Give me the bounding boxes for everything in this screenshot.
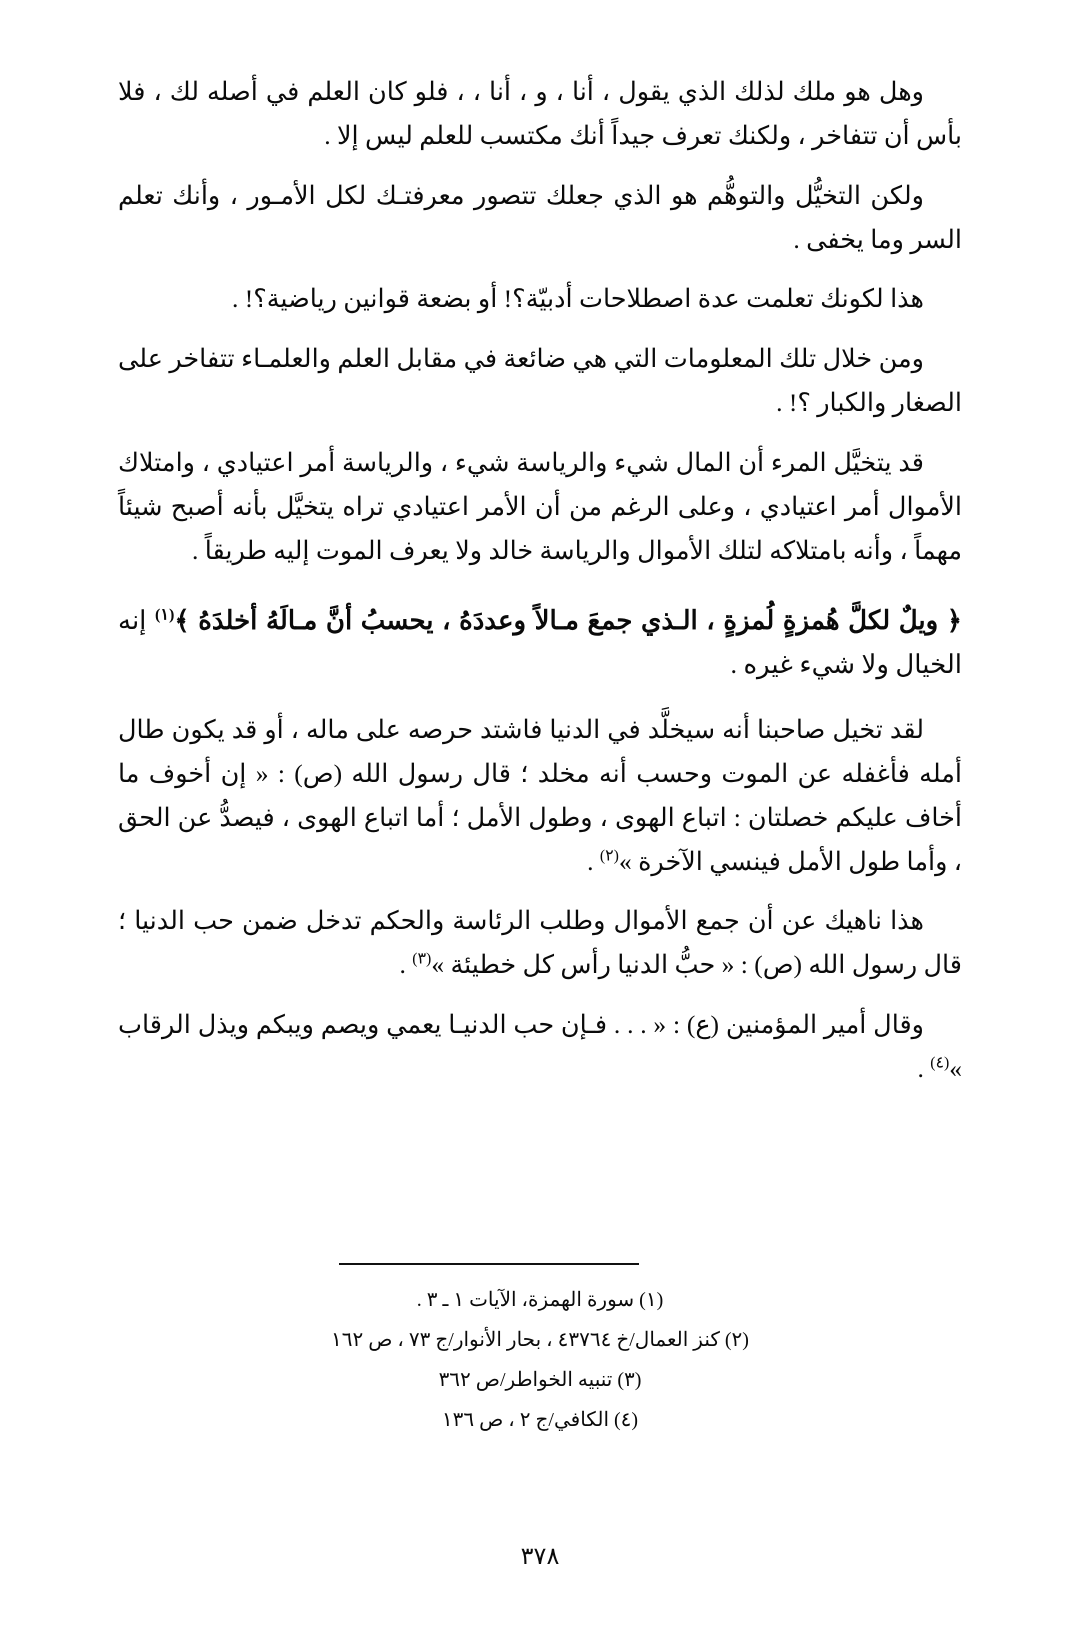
quran-verse-block xyxy=(118,599,962,688)
paragraph-5: قد يتخيَّل المرء أن المال شيء والرياسة شيء ، والرياسة أمر اعتيادي ، وامتلاك الأموال أمر اعتيادي ، وعلى الرغم من أن الأمر اعتيادي تراه يتخيَّل بأنه أصبح شيئاً مهماً ، وأنه بامتلاكه لتلك الأموال والرياسة خالد ولا يعرف الموت إليه طريقاً . xyxy=(118,448,962,565)
footnote-4: (٤) الكافي/ج ٢ ، ص ١٣٦ xyxy=(441,1409,639,1431)
paragraph-4: ومن خلال تلك المعلومات التي هي ضائعة في مقابل العلم والعلمـاء تتفاخر على الصغار والكبار ؟! . xyxy=(118,344,962,418)
paragraph-9-text: وقال أمير المؤمنين (ع) : « . . . فـإن حب الدنيـا يعمي ويصم ويبكم ويذل الرقاب » xyxy=(118,1010,962,1084)
paragraph-1: وهل هو ملك لذلك الذي يقول ، أنا ، و ، أنا ، ، فلو كان العلم في أصله لك ، فلا بأس أن تتفاخر ، ولكنك تعرف جيداً أنك مكتسب للعلم ليس إلا . xyxy=(118,77,962,150)
quran-verse-tail: إنه الخيال ولا شيء غيره . xyxy=(118,605,962,680)
footnotes-section xyxy=(118,1280,962,1440)
footnote-marker-2[interactable]: (٢) xyxy=(599,847,619,865)
page-body xyxy=(118,70,962,1091)
footnote-2: (٢) كنز العمال/خ ٤٣٧٦٤ ، بحار الأنوار/ج ٧٣ ، ص ١٦٢ xyxy=(331,1329,749,1351)
paragraph-9-tail: . xyxy=(917,1054,931,1084)
paragraph-2: ولكن التخيُّل والتوهُّم هو الذي جعلك تتصور معرفتـك لكل الأمـور ، وأنك تعلم السر وما يخفى . xyxy=(118,180,962,254)
paragraph-8 xyxy=(118,899,962,987)
paragraph-9 xyxy=(118,1003,962,1091)
paragraph-7-text: لقد تخيل صاحبنا أنه سيخلَّد في الدنيا فاشتد حرصه على ماله ، أو قد يكون طال أمله فأغفله عن الموت وحسب أنه مخلد ؛ قال رسول الله (ص) : « إن أخوف ما أخاف عليكم خصلتان : اتباع الهوى ، وطول الأمل ؛ أما اتباع الهوى ، فيصدُّ عن الحق ، وأما طول الأمل فينسي الآخرة » xyxy=(118,715,962,876)
footnote-marker-1[interactable]: (١) xyxy=(155,605,175,623)
footnote-marker-4[interactable]: (٤) xyxy=(930,1054,950,1072)
footnote-marker-3[interactable]: (٣) xyxy=(412,950,432,968)
page-number: ٣٧٨ xyxy=(520,1544,560,1570)
footnote-1: (١) سورة الهمزة، الآيات ١ ـ ٣ . xyxy=(416,1289,664,1311)
paragraph-3: هذا لكونك تعلمت عدة اصطلاحات أدبيّة؟! أو بضعة قوانين رياضية؟! . xyxy=(231,284,924,314)
paragraph-8-text: هذا ناهيك عن أن جمع الأموال وطلب الرئاسة والحكم تدخل ضمن حب الدنيا ؛ قال رسول الله (ص) : « حبُّ الدنيا رأس كل خطيئة » xyxy=(118,906,962,980)
footnote-3: (٣) تنبيه الخواطر/ص ٣٦٢ xyxy=(438,1369,642,1391)
paragraph-7 xyxy=(118,708,962,883)
quran-verse-text: ﴿ ويلٌ لكلَّ هُمزةٍ لُمزةٍ ، الـذي جمعَ مـالاً وعددَهُ ، يحسبُ أنَّ مـالَهُ أخلدَهُ ﴾ xyxy=(174,605,963,635)
paragraph-8-tail: . xyxy=(399,950,413,980)
footnote-separator xyxy=(339,1263,639,1265)
paragraph-7-tail: . xyxy=(587,846,600,876)
